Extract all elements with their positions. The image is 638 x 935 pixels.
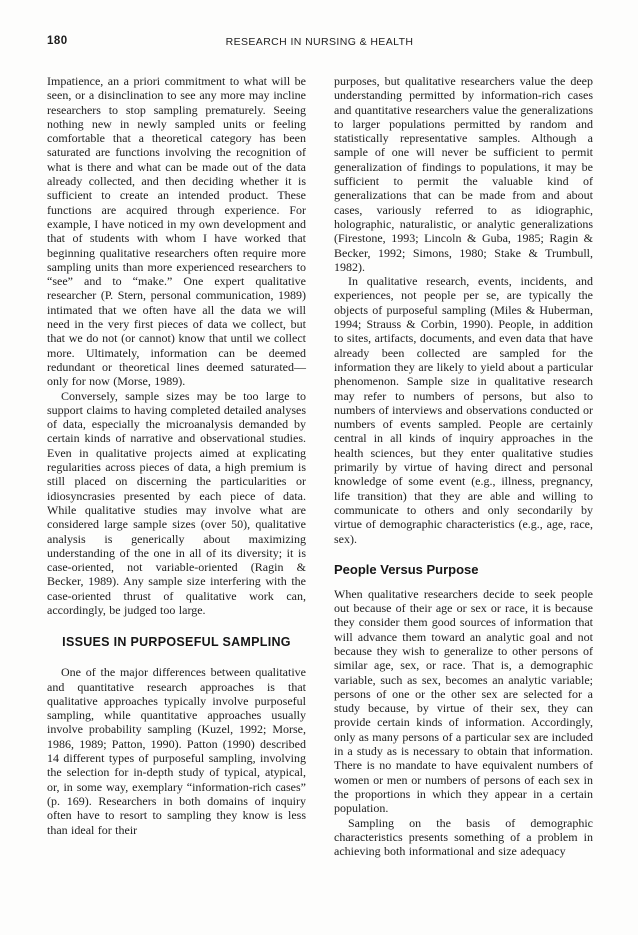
- paragraph-purposes: purposes, but qualitative researchers value the deep understanding permitted by information-rich cases and quantitative researchers value the generalizations to larger populations permitted by random and statistically representative samples. Although a sample of one will never be sufficient to permit generalization of findings to populations, it may be sufficient to permit the valuable kind of generalizations that can be made from and about cases, variously referred to as idiographic, holographic, naturalistic, or analytic generalizations (Firestone, 1993; Lincoln & Guba, 1985; Ragin & Becker, 1992; Simons, 1980; Stake & Trumbull, 1982).: [334, 74, 593, 274]
- page-header: [47, 35, 592, 51]
- paragraph-in-qualitative: In qualitative research, events, incidents, and experiences, not people per se, are typically the objects of purposeful sampling (Miles & Huberman, 1994; Strauss & Corbin, 1990). People, in addition to sites, artifacts, documents, and even data that have already been collected are sampled for the information they are likely to yield about a particular phenomenon. Sample size in qualitative research may refer to numbers of persons, but also to numbers of interviews and observations conducted or numbers of events sampled. People are certainly central in all kinds of inquiry approaches in the health sciences, but they enter qualitative studies primarily by virtue of having direct and personal knowledge of some event (e.g., illness, pregnancy, life transition) that they are able and willing to communicate to others and only secondarily by virtue of demographic characteristics (e.g., age, race, sex).: [334, 274, 593, 546]
- text-columns: [47, 74, 593, 858]
- paragraph-one-of-the-major: One of the major differences between qualitative and quantitative research approaches is that qualitative approaches typically involve purposeful sampling, while quantitative approaches usually involve probability sampling (Kuzel, 1992; Morse, 1986, 1989; Patton, 1990). Patton (1990) described 14 different types of purposeful sampling, involving the selection for in-depth study of typical, atypical, or, in some way, exemplary “information-rich cases” (p. 169). Researchers in both domains of inquiry often have to resort to sampling they know is less than ideal for their: [47, 665, 306, 837]
- paragraph-conversely: Conversely, sample sizes may be too large to support claims to having completed detailed analyses of data, especially the microanalysis demanded by certain kinds of narrative and observational studies. Even in qualitative projects aimed at explicating regularities across pieces of data, a high premium is still placed on discerning the particularities or idiosyncrasies presented by each piece of data. While qualitative studies may involve what are considered large sample sizes (over 50), qualitative analysis is generically about maximizing understanding of the one in all of its diversity; it is case-oriented, not variable-oriented (Ragin & Becker, 1989). Any sample size interfering with the case-oriented thrust of qualitative work can, accordingly, be judged too large.: [47, 388, 306, 617]
- running-head: RESEARCH IN NURSING & HEALTH: [225, 36, 414, 48]
- right-column: [334, 74, 593, 858]
- paragraph-when-qualitative: When qualitative researchers decide to seek people out because of their age or sex or race, it is because they consider them good sources of information that will advance them toward an analytic goal and not because they wish to generalize to other persons of similar age, sex, or race. That is, a demographic variable, such as sex, becomes an analytic variable; persons of one or the other sex are selected for a study because, by virtue of their sex, they can provide certain kinds of information. Accordingly, only as many persons of a particular sex are included in a study as is necessary to obtain that information. There is no mandate to have equivalent numbers of women or men or numbers of persons of each sex in the proportions in which they appear in a certain population.: [334, 586, 593, 816]
- left-column: [47, 74, 306, 858]
- subsection-heading: People Versus Purpose: [334, 561, 479, 577]
- section-heading: ISSUES IN PURPOSEFUL SAMPLING: [62, 635, 291, 650]
- paragraph-sampling-on-basis: Sampling on the basis of demographic characteristics presents something of a problem in achieving both informational and size adequacy: [334, 815, 593, 859]
- paragraph-impatience: Impatience, an a priori commitment to what will be seen, or a disinclination to see any more may incline researchers to stop sampling prematurely. Seeing nothing new in newly sampled units or feeling comfortable that a theoretical category has been saturated are functions involving the recognition of what is there and what can be made out of the data already collected, and then deciding whether it is sufficient to create an intended product. These functions are acquired through experience. For example, I have noticed in my own development and that of students with whom I have worked that beginning qualitative researchers often require more sampling units than more experienced researchers to “see” and to “make.” One expert qualitative researcher (P. Stern, personal communication, 1989) intimated that we often have all the data we will need in the very first pieces of data we collect, but that we do not (or cannot) know that until we collect more. Ultimately, information can be deemed redundant or theoretical lines deemed saturated—only for now (Morse, 1989).: [47, 74, 306, 389]
- page-number: 180: [47, 35, 68, 47]
